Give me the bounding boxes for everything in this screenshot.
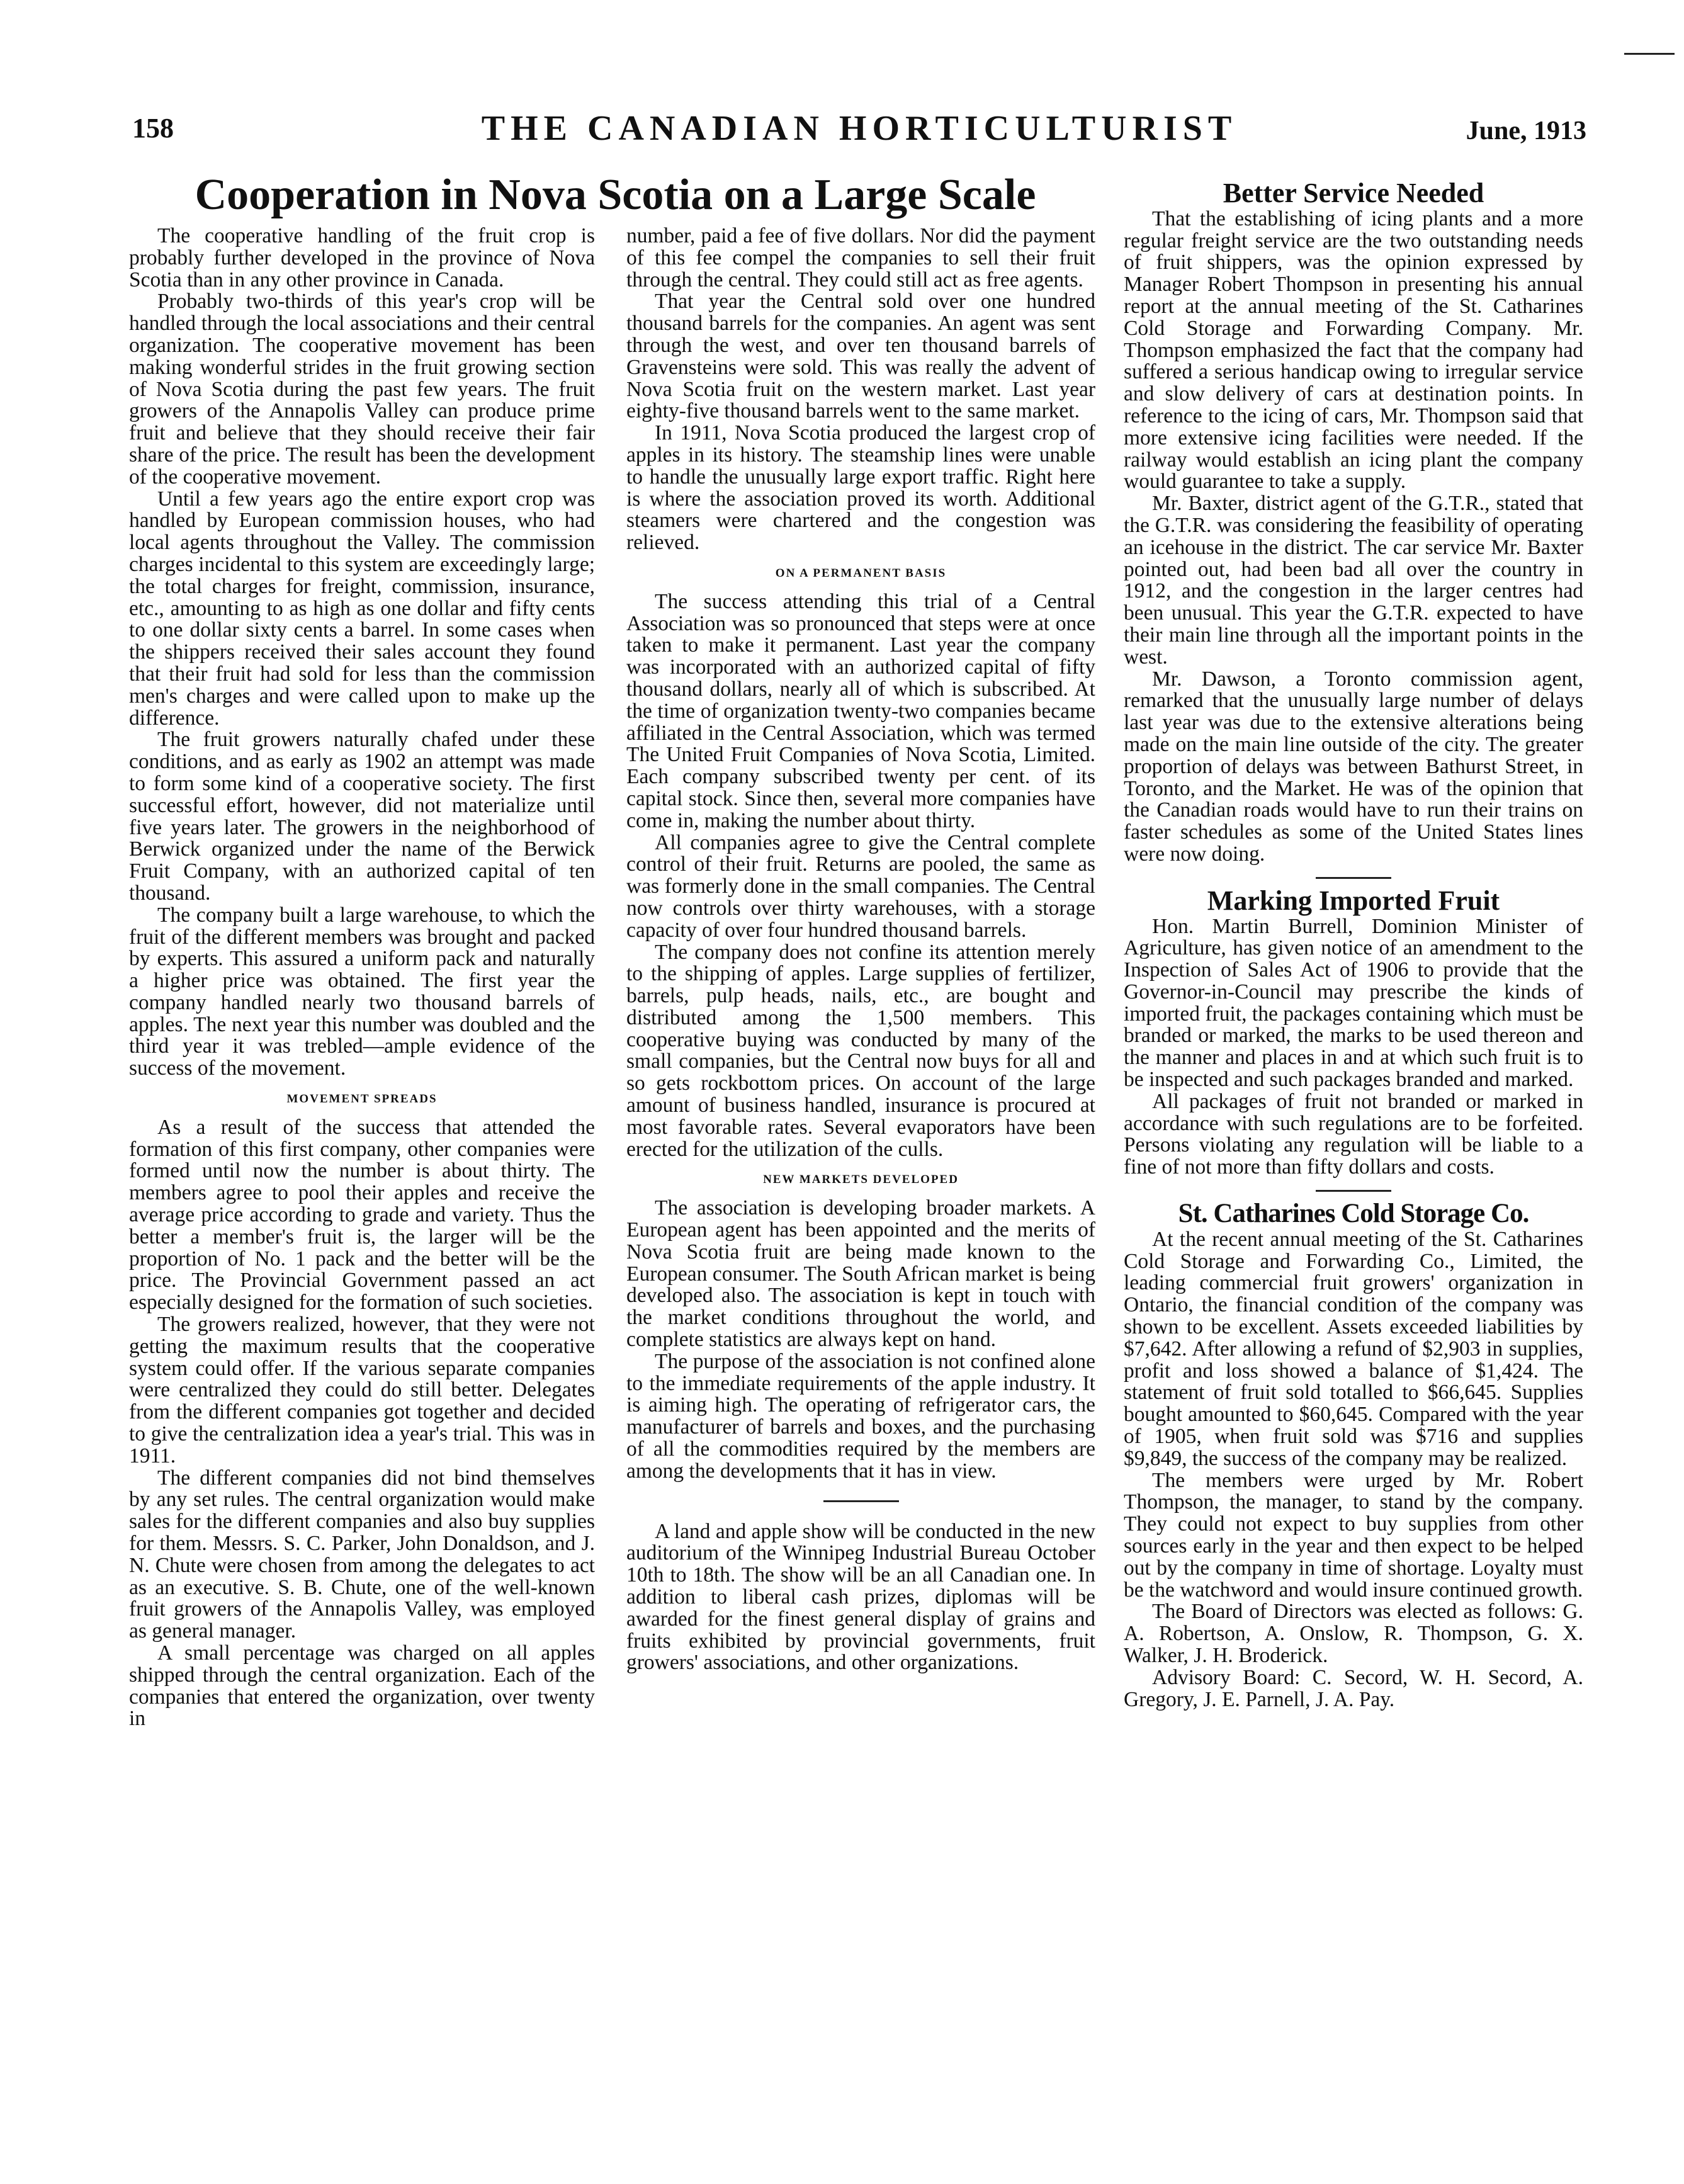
page-number: 158: [132, 113, 174, 144]
paragraph: The success attending this trial of a Central Association was so pronounced that steps were at once taken to make it permanent. Last year the company was incorporated with an authorized capital of fifty thousand dollars, nearly all of which is subscribed. At the time of organization twenty-two companies became affiliated in the Central Association, which was termed The United Fruit Companies of Nova Scotia, Limited. Each company subscribed twenty per cent. of its capital stock. Since then, several more companies have come in, making the number about thirty.: [626, 589, 1095, 832]
paragraph: All companies agree to give the Central complete control of their fruit. Returns are pooled, the same as was formerly done in the small companies. The Central now controls over thirty warehouses, with a storage capacity of over four hundred thousand barrels.: [626, 830, 1095, 942]
paragraph: In 1911, Nova Scotia produced the largest crop of apples in its history. The steamship lines were unable to handle the unusually large export traffic. Right here is where the association proved its worth. Additional steamers were chartered and the congestion was relieved.: [626, 421, 1095, 555]
paragraph: At the recent annual meeting of the St. Catharines Cold Storage and Forwarding Co., Limited, the leading commercial fruit growers' organization in Ontario, the financial condition of the company was shown to be excellent. Assets exceeded liabilities by $7,642. After allowing a refund of $2,903 in supplies, profit and loss showed a balance of $1,424. The statement of fruit sold totalled to $66,645. Supplies bought amounted to $60,645. Compared with the year of 1905, when fruit sold was $716 and supplies $9,849, the success of the company may be realized.: [1124, 1227, 1583, 1470]
paragraph: The growers realized, however, that they were not getting the maximum results that the cooperative system could offer. If the various separate companies were centralized they could do still better. Delegates from the different companies got together and decided to give the centralization idea a year's trial. This was in 1911.: [129, 1313, 595, 1468]
paragraph: number, paid a fee of five dollars. Nor did the payment of this fee compel the companies to sell their fruit through the central. They could still act as free agents.: [626, 225, 1095, 291]
section-divider: [1316, 877, 1391, 879]
winnipeg-notice: A land and apple show will be conducted in the new auditorium of the Winnipeg Industrial Bureau October 10th to 18th. The show will be an all Canadian one. In addition to liberal cash prizes, diplomas will be awarded for the finest general display of grains and fruits exhibited by provincial governments, fruit growers' associations, and other organizations.: [626, 1519, 1095, 1675]
paragraph: That year the Central sold over one hundred thousand barrels for the companies. An agent was sent through the west, and over ten thousand barrels of Gravensteins were sold. This was really the advent of Nova Scotia fruit on the western market. Last year eighty-five thousand barrels went to the same market.: [626, 290, 1095, 423]
page-header: [132, 109, 1586, 156]
better-service-headline: Better Service Needed: [1223, 183, 1484, 208]
paragraph: That the establishing of icing plants and a more regular freight service are the two outstanding needs of fruit shippers, was the opinion expressed by Manager Robert Thompson in presenting his annual report at the annual meeting of the St. Catharines Cold Storage and Forwarding Company. Mr. Thompson emphasized the fact that the company had suffered a serious handicap owing to irregular service and slow delivery of cars at destination points. In reference to the icing of cars, Mr. Thompson said that more extensive icing facilities were needed. If the railway would establish an icing plant the company would guarantee to take a supply.: [1124, 207, 1583, 494]
magazine-title: THE CANADIAN HORTICULTURIST: [481, 109, 1238, 148]
section-divider: [1316, 1190, 1391, 1192]
top-right-rule: [1624, 53, 1675, 55]
sidebar-column: [1124, 183, 1583, 2109]
section-divider: [823, 1500, 899, 1502]
paragraph: The fruit growers naturally chafed under these conditions, and as early as 1902 an attempt was made to form some kind of a cooperative society. The first successful effort, however, did not materialize until five years later. The growers in the neighborhood of Berwick organized under the name of the Berwick Fruit Company, with an authorized capital of ten thousand.: [129, 728, 595, 905]
paragraph: All packages of fruit not branded or marked in accordance with such regulations are to be forfeited. Persons violating any regulation will be liable to a fine of not more than fifty dollars and costs.: [1124, 1089, 1583, 1179]
subhead-permanent-basis: ON A PERMANENT BASIS: [775, 566, 947, 580]
paragraph: The different companies did not bind themselves by any set rules. The central organization would make sales for the different companies and also buy supplies for them. Messrs. S. C. Parker, John Donaldson, and J. N. Chute were chosen from among the delegates to act as an executive. S. B. Chute, one of the well-known fruit growers of the Annapolis Valley, was employed as general manager.: [129, 1466, 595, 1643]
paragraph: Mr. Dawson, a Toronto commission agent, remarked that the unusually large number of delays last year was due to the extensive alterations being made on the main line outside of the city. The greater proportion of delays was between Bathurst Street, in Toronto, and the Market. He was of the opinion that the Canadian roads would have to run their trains on faster schedules as some of the United States lines were now doing.: [1124, 667, 1583, 866]
paragraph: The company built a large warehouse, to which the fruit of the different members was brought and packed by experts. This assured a uniform pack and naturally a higher price was obtained. The first year the company handled nearly two thousand barrels of apples. The next year this number was doubled and the third year it was trebled—ample evidence of the success of the movement.: [129, 903, 595, 1080]
paragraph: As a result of the success that attended the formation of this first company, other companies were formed until now the number is about thirty. The members agree to pool their apples and receive the average price according to grade and variety. Thus the better a member's fruit is, the larger will be the proportion of No. 1 pack and the better will be the price. The Provincial Government passed an act especially designed for the formation of such societies.: [129, 1115, 595, 1315]
paragraph: Until a few years ago the entire export crop was handled by European commission houses, who had local agents throughout the Valley. The commission charges incidental to this system are exceedingly large; the total charges for freight, commission, insurance, etc., amounting to as high as one dollar and fifty cents to one dollar sixty cents a barrel. In some cases when the shippers received their sales account they found that their fruit had sold for less than the commission men's charges and were called upon to make up the difference.: [129, 487, 595, 730]
paragraph: The purpose of the association is not confined alone to the immediate requirements of the apple industry. It is aiming high. The operating of refrigerator cars, the manufacturer of barrels and boxes, and the purchasing of all the commodities required by the members are among the developments that it has in view.: [626, 1349, 1095, 1483]
paragraph: A small percentage was charged on all apples shipped through the central organization. Each of the companies that entered the organization, over twenty in: [129, 1641, 595, 1731]
paragraph: The cooperative handling of the fruit crop is probably further developed in the province of Nova Scotia than in any other province in Canada.: [129, 225, 595, 291]
article-column-2: [626, 225, 1095, 2108]
paragraph: The company does not confine its attention merely to the shipping of apples. Large supplies of fertilizer, barrels, pulp heads, nails, etc., are bought and distributed among the 1,500 members. This cooperative buying was conducted by many of the small companies, but the Central now buys for all and so gets rockbottom prices. On account of the large amount of business handled, insurance is procured at most favorable rates. Several evaporators have been erected for the utilization of the culls.: [626, 940, 1095, 1161]
article-column-1: [129, 225, 595, 2108]
paragraph: The association is developing broader markets. A European agent has been appointed and the merits of Nova Scotia fruit are being made known to the European consumer. The South African market is being developed also. The association is kept in touch with the market conditions throughout the world, and complete statistics are always kept on hand.: [626, 1196, 1095, 1352]
subhead-movement-spreads: MOVEMENT SPREADS: [286, 1092, 438, 1106]
marking-fruit-headline: Marking Imported Fruit: [1207, 885, 1500, 916]
paragraph: Mr. Baxter, district agent of the G.T.R., stated that the G.T.R. was considering the feasibility of operating an icehouse in the district. The car service Mr. Baxter pointed out, had been bad all over the country in 1912, and the congestion in the larger centres had been unusual. This year the G.T.R. expected to have their main line through all the important points in the west.: [1124, 492, 1583, 669]
issue-date: June, 1913: [1466, 116, 1586, 145]
paragraph: The members were urged by Mr. Robert Thompson, the manager, to stand by the company. They could not expect to buy supplies from other sources early in the year and then expect to be helped out by the company in time of shortage. Loyalty must be the watchword and would insure continued growth.: [1124, 1468, 1583, 1602]
paragraph: Probably two-thirds of this year's crop will be handled through the local associations and their central organization. The cooperative movement has been making wonderful strides in the fruit growing section of Nova Scotia during the past few years. The fruit growers of the Annapolis Valley can produce prime fruit and believe that they should receive their fair share of the price. The result has been the development of the cooperative movement.: [129, 290, 595, 489]
paragraph: Hon. Martin Burrell, Dominion Minister of Agriculture, has given notice of an amendment to the Inspection of Sales Act of 1906 to provide that the Governor-in-Council may prescribe the kinds of imported fruit, the packages containing which must be branded or marked, the marks to be used thereon and the manner and places in and at which such fruit is to be inspected and such packages branded and marked.: [1124, 914, 1583, 1092]
cold-storage-headline: St. Catharines Cold Storage Co.: [1178, 1199, 1529, 1229]
subhead-new-markets: NEW MARKETS DEVELOPED: [763, 1173, 959, 1187]
paragraph: The Board of Directors was elected as follows: G. A. Robertson, A. Onslow, R. Thompson, G. X. Walker, J. H. Broderick.: [1124, 1600, 1583, 1667]
paragraph: Advisory Board: C. Secord, W. H. Secord, A. Gregory, J. E. Parnell, J. A. Pay.: [1124, 1665, 1583, 1711]
main-headline: Cooperation in Nova Scotia on a Large Scale: [195, 171, 1036, 219]
